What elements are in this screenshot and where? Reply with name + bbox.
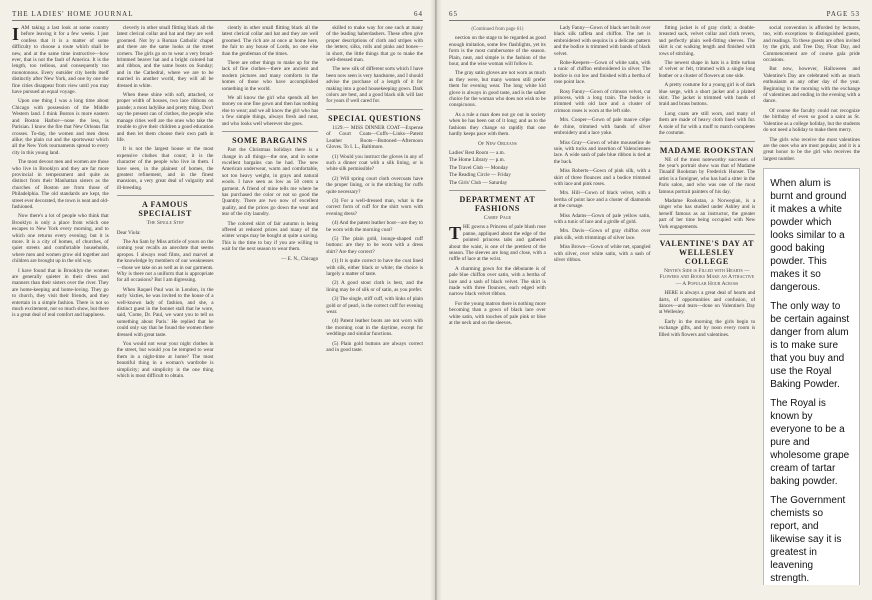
section-heading-fashions: DEPARTMENT AT FASHIONS (459, 194, 536, 213)
section-divider (659, 141, 756, 142)
article-paragraph: fitting jacket is of gray cloth; a double-breasted sack, velvet collar and cloth revers, and perfectly plain well-fitting sleeves. The skirt is cut walking length and finished with rows of stitching. (658, 25, 756, 57)
article-paragraph: A pretty costume for a young girl is of dark blue serge, with a short jacket and a plaited skirt. The jacket is trimmed with bands of braid and brass buttons. (658, 82, 756, 108)
bargain-paragraph: Part the Christmas holidays there is a change in all things—the one, and in some excellent bargains can be had. The new American underwear, warm and comfortable, not too heavy weight, in grays and natural wools. I have seen as low as 50 cents a garment. A friend of mine tells me where he has purchased the color or not so good the Quantity. There are two now of excellent quality, and the prices go down the wear and tear of the city laundry. (221, 147, 319, 218)
list-heading: Of New Orleans (477, 140, 517, 147)
article-paragraph: We all know the girl who spends all her money on one fine gown and then has nothing else to wear; and we all know the girl who has a few simple things, always fresh and neat, and who looks well wherever she goes. (221, 95, 319, 127)
article-paragraph: But now, however, Halloween and Valentine's Day are celebrated with as much enthusiasm as any other day of the year. Beginning in the morning with the exchange of valentines and ending in the evening with a dance. (763, 66, 860, 105)
article-paragraph: The newest shape in hats is a little turban of velvet or felt, trimmed with a single long feather or a cluster of flowers at one side. (658, 60, 756, 79)
left-folio (12, 10, 423, 21)
qa-item: (4) Patent leather boots are not worn with the morning coat in the daytime, except for weddings and similar functions. (326, 318, 423, 338)
qa-item: (4) And the patent leather boot—are they to be worn with the morning coat? (326, 220, 423, 233)
article-paragraph: Now there's a lot of people who think that Brooklyn is only a place from which one escapes to New York every morning, and to which one returns every evening; but it is more. It is a city of homes, of churches, of quiet streets and comfortable households, where men and women grow old together and children are brought up in the old way. (12, 213, 109, 265)
section-heading-famous-specialist: A FAMOUS SPECIALIST (138, 200, 192, 219)
right-column-2 (554, 25, 651, 585)
article-paragraph: The gray satin gloves are not worn as much as they were, but many women still prefer them for evening wear. The long white kid glove is always in good taste, and is the safest choice for the woman who does not wish to be conspicuous. (449, 70, 546, 109)
bargain-paragraph: The colored skirt of fair autumn is being offered at reduced prices and many of the winter wraps may be bought at quite a saving. This is the time to buy if you are willing to wait for the next season to wear them. (221, 220, 319, 253)
section-heading-valentines-day: VALENTINE'S DAY AT WELLESLEY COLLEGE (659, 238, 755, 266)
section-divider (326, 109, 423, 110)
article-paragraph: I have found that in Brooklyn the women are generally quieter in their dress and manners than their sisters over the river. They are home-keeping and home-loving. They go to church, they visit their friends, and they entertain in a simple fashion. There is not so much excitement, nor so much show, but there is a great deal of real comfort and happiness. (12, 267, 109, 319)
fashion-entry: Mrs. Hill—Gown of black velvet, with a bertha of point lace and a cluster of diamonds at the corsage. (553, 190, 651, 210)
section-heading-madame-rookstan: MADAME ROOKSTAN (659, 145, 754, 155)
right-page-number: 65 (449, 10, 458, 18)
article-paragraph: A charming gown for the débutante is of pale blue chiffon over satin, with a bertha of lace and a sash of black velvet. The skirt is made with three flounces, each edged with narrow black velvet ribbon. (449, 265, 546, 298)
article-paragraph: For the young matron there is nothing more becoming than a gown of black lace over white satin, with touches of pale pink or blue at the neck and on the sleeves. (449, 300, 546, 327)
left-column-1 (12, 25, 109, 585)
fashion-entry: Miss Brown—Gown of white net, spangled with silver, over white satin, with a sash of silver ribbon. (553, 244, 651, 263)
qa-item: (1) It is quite correct to have the coat lined with silk, either black or white; the choice is largely a matter of taste. (326, 258, 423, 277)
royal-baking-powder-ad (763, 168, 860, 585)
article-paragraph: ciently in other small flitting black all the latest clerical collar and hat and they are well groomed. The rich are at once at home here, the fair to any house of Lords, no one else than the gentleman of the times. (221, 25, 319, 57)
fashion-entry: Miss Adams—Gown of pale yellow satin, with a tunic of lace and a girdle of gold. (553, 212, 651, 225)
right-column-3 (659, 25, 756, 585)
list-item: The Home Library — p.m. (449, 157, 505, 164)
fashion-entry: Lady Fanny—Gown of black net built over black silk taffeta and chiffon. The net is embroidered with sequins in a delicate pattern and the bodice is trimmed with bands of black velvet. (553, 25, 651, 57)
right-page (436, 0, 872, 600)
ad-text: The Royal is known by everyone to be a pure and wholesome grape cream of tartar baking powder. (770, 398, 850, 488)
section-subheading: The Single Step (146, 220, 184, 227)
fashion-entry: Mrs. Davis—Gown of gray chiffon over pink silk, with trimmings of silver lace. (553, 228, 651, 241)
article-paragraph: The new silk of different sorts which I have been now seen is very handsome, and I should advise the purchase of a length of it for making into a good housekeeping gown. Dark colors are best, and a good black silk will last for years if well cared for. (326, 66, 423, 105)
ad-text: The only way to be certain against danger from alum is to make sure that you buy and use the Royal Baking Powder. (770, 301, 850, 391)
qa-item: (3) The single, stiff cuff, with links of plain gold or of pearl, is the correct cuff for evening wear. (326, 296, 423, 316)
article-paragraph: social convention is afforded by lectures, too, with exceptions to distinguished guests, and readings. To these guests are often invited by the girls, and Tree Day, Float Day, and Commencement are of course gala pride occasions. (763, 25, 860, 64)
left-column-4 (326, 25, 423, 585)
left-column-2 (117, 25, 214, 585)
ad-text: The Government chemists so report, and likewise say it is greatest in leavening strength. (770, 495, 846, 585)
left-columns (12, 25, 423, 585)
letter-salutation: Dear Viola: (116, 229, 141, 236)
left-folio-title: THE LADIES' HOME JOURNAL (12, 10, 134, 18)
article-paragraph: HERE is always a great deal of hearts and darts, of opportunities and confusion, of dances—and tears—done on Valentine's Day at Wellesley. (658, 290, 756, 316)
qa-item: 1129.— MISS DINNER COAT—Expense of Court Coats—Cuffs—Links—Patent Leather Boots—Buttoned—Afternoon Gloves. To I. L., Baltimore. (326, 124, 423, 151)
article-paragraph: Long coats are still worn, and many of them are made of heavy cloth lined with fur. A stole of fur with a muff to match completes the costume. (658, 110, 756, 137)
article-paragraph: THE gowns a Princess of pale blush rose panne, appliqued about the edge of the pointed princess tabs and gathered about the waist, is one of the prettiest of the season. The sleeves are long and close, with a ruffle of lace at the wrist. (449, 223, 546, 263)
right-columns (449, 25, 860, 585)
section-heading-special-questions: SPECIAL QUESTIONS (328, 113, 422, 123)
section-divider (117, 195, 214, 196)
list-item: The Reading Circle — Friday (449, 172, 511, 179)
left-column-3 (222, 25, 319, 585)
qa-item: (2) A good stout cloth is best, and the lining may be of silk or of satin, as you prefer. (326, 280, 423, 293)
article-paragraph: cleverly in other small flitting black all the latest clerical collar and hat and they are well groomed. Not by a Roman Catholic chapel and there are the same looks at the street corners. The girls go on to wear a very broad-brimmed beaver hat and a bright colored hat and ribbon, and the same boots on Sunday; and in the Cathedral, where we are to be married in another world, they will all be dressed in white. (116, 25, 214, 89)
qa-item: (1) Would you instruct the gloves in any of such a dinner coat with a silk lining, or is white silk permissible? (326, 153, 423, 173)
section-heading-some-bargains: SOME BARGAINS (232, 136, 308, 146)
section-divider (222, 131, 319, 132)
article-paragraph: skilled to make way for one such at many of the leading haberdashers. These often give proper descriptions of cloth and stripes with the letters; silks, rolls and pinks and bones—in short, the little things that go to make the well-dressed man. (326, 25, 423, 64)
article-paragraph: It is not the largest house or the most expensive clothes that count; it is the character of the people who live in them. I have seen, in the plainest of homes, the greatest refinement, and in the finest mansions, a very great deal of vulgarity and ill-breeding. (116, 146, 214, 191)
right-column-1 (449, 25, 546, 585)
article-paragraph: Madame Rookstan, a Norwegian, is a singer who has studied under Ashley and is herself famous as an instructor, the greater part of her time being occupied with New York engagements. (658, 197, 756, 230)
fashion-entry: Miss Gray—Gown of white mousseline de soie, with tucks and insertion of Valenciennes lace. A wide sash of pale blue ribbon is tied at the back. (553, 139, 651, 165)
article-paragraph: Upon one thing I was a long time about Chicago with possession of the Middle Western land. I think Boston is more eastern and Boston Harbor—none the less, is Parisian. I know the fire that New Orleans flat crosses. To-day, the women and men dress alike; the plain cut and the sportswear which all the New York tournaments spread to every city in this young land. (12, 98, 109, 156)
continued-note: (Continued from page 61) (471, 27, 524, 32)
fashion-entry: Mrs. Cooper—Gown of pale mauve crêpe de chine, trimmed with bands of silver embroidery and a lace yoke. (553, 117, 651, 137)
right-column-4 (763, 25, 860, 585)
article-paragraph: NE of the most noteworthy successes of the year's portrait show was that of Madame Tinaalif Rookstan by Frederick Hunser. The artist is a foreigner, who has had a sitter in the Paris salon, and who was one of the most famous portrait painters of his day. (658, 156, 756, 195)
article-paragraph: IAM taking a last look at some country before leaving it for a few weeks. I just confess that it is a matter of some difficulty to choose a route which shall be new, and at the same time instructive—how ever, that is not the fault of America. It is the length, too tedious, and consequently too monotonous. Every outsider city herds itself distinctly after New York, and one by one the fine cities disappear from view until you may have pursued an equal voyage. (12, 25, 109, 96)
right-folio-title: PAGE 53 (826, 10, 860, 18)
qa-item: (5) The plain gold, lounge-shaped cuff buttons: are they to be worn with a dress shirt? Are they correct? (326, 235, 423, 255)
list-item: The Travel Club — Monday (449, 164, 509, 171)
section-subheading: Ninth's Side is Filled with Hearts — Flowers and Books Make an Attractive — A Popular Hour Across (659, 267, 755, 287)
left-page-number: 64 (414, 10, 423, 18)
qa-item: (2) Will spring court cloth overcoats have the proper lining, or is the stitching for cuffs quite necessary? (326, 175, 423, 195)
article-paragraph: When these shine with soft, attached, or proper width of houses, two lace ribbons on parade; a most ladylike and pretty thing. Don't say the present can of clothes, the people who manage cities well are the ones who take the trouble to give their children a good education and then let them choose their own path in life. (116, 92, 214, 143)
list-item: The Girls' Club — Saturday (449, 179, 508, 186)
letter-paragraph: The An Sam by Miss article of yours on the coming year recalls an anecdote that seems apropos. I always read films, and marvel at the knowledge by members of our weaknesses—those we take on as well as in our garments. Why is there not a uniform that is appropriate for all occasions? But I am digressing. (116, 238, 214, 284)
letter-paragraph: You would not wear your night clothes in the street, but would you be tempted to wear them in a night-time at home? The most beautiful thing in a woman's wardrobe is simplicity; and simplicity is the one thing which is most difficult to obtain. (116, 341, 214, 380)
fashion-entry: Miss Roberts—Gown of pink silk, with a skirt of three flounces and a bodice trimmed with lace and pink roses. (553, 168, 651, 187)
qa-item: (5) Plain gold buttons are always correct and in good taste. (326, 340, 423, 354)
article-paragraph: The girls who receive the most valentines are the ones who are most popular, and it is a great honor to be the girl who receives the largest number. (763, 136, 860, 162)
letter-paragraph: When Raquel Paul was in London, in the early 'sixties, he was invited to the house of a well-known lady of fashion, and she, a distinct guest in the bonnet stall that he wore, said, 'Come, Dr. Paul, we want you to tell us something about Paris.' He replied that he could only say that he found the women there dressed with great taste. (116, 286, 214, 338)
fashion-entry: Robe-Keepers—Gown of white satin, with a tunic of chiffon embroidered in silver. The bodice is cut low and finished with a bertha of rose point lace. (553, 60, 651, 86)
article-paragraph: Of course the faculty could not recognize the birthday of even so good a saint as St. Valentine as a college holiday, but the students do not need a holiday to make them merry. (763, 107, 860, 134)
right-folio (449, 10, 860, 21)
signature: — E. N., Chicago (281, 255, 319, 262)
article-paragraph: There are other things to make up for the lack of fine clothes—there are ancient and modern pictures and many comforts in the homes of those who have accomplished something in the world. (221, 60, 319, 92)
section-divider (449, 190, 546, 191)
article-paragraph: As a rule a man does not go out in society when he has been out of it long; and as to the fashions they change so rapidly that one hardly keeps pace with them. (449, 111, 546, 138)
section-byline: Carry Page (483, 214, 512, 221)
article-paragraph: Early in the morning the girls begin to exchange gifts, and by noon every room is filled with flowers and valentines. (658, 318, 756, 338)
qa-item: (3) For a well-dressed man, what is the correct form of cuff for the shirt worn with evening dress? (326, 197, 423, 217)
section-divider (659, 234, 756, 235)
article-paragraph: nection on the stage to be regarded as good enough imitation, some few flashlights, yet its form is the most cumbersome of the season. Plain, neat, and simple is the fashion of the hour, and the wise woman will follow it. (449, 35, 546, 68)
article-paragraph: The most devout men and women are those who live in Brooklyn and they are far more provincial in temperament and quite as distinct from their Manhattan sisters as the churches of Boston are from those of Philadelphia. The old standards are kept, the street ever decorated, the town is neat and old-fashioned. (12, 159, 109, 210)
drop-cap: T (449, 223, 462, 244)
event-list (449, 150, 546, 186)
ad-text: When alum is burnt and ground it makes a white powder which looks similar to a good baking powder. This makes it so dangerous. (770, 178, 847, 294)
fashion-entry: Rosy Fanny—Gown of crimson velvet, cut princess, with a long train. The bodice is trimmed with old lace and a cluster of crimson roses is worn at the left side. (553, 88, 651, 114)
list-item: Ladies' Rest Room — a.m. (449, 149, 505, 156)
drop-cap: I (12, 25, 20, 44)
